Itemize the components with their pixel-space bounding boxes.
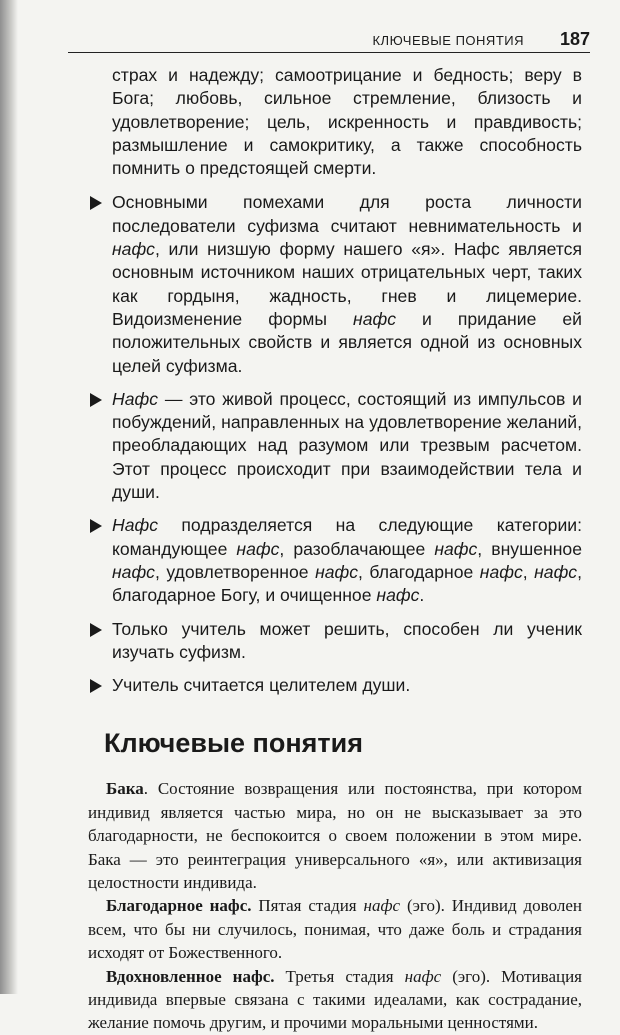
- page-header: [68, 28, 590, 53]
- running-head: КЛЮЧЕВЫЕ ПОНЯТИЯ: [372, 33, 524, 48]
- bullet-text: Основными помехами для роста личности последователи суфизма считают невнимательность и нафс, или низшую форму нашего «я». Нафс является основным источником наших отрицательных черт, таких как гордыня, жадность, гнев и лицемерие. Видоизменение формы нафс и придание ей положительных свойств и является одной из основных целей суфизма.: [112, 192, 582, 376]
- bullet-text: Только учитель может решить, способен ли ученик изучать суфизм.: [112, 618, 582, 662]
- glossary-term: Бака: [106, 779, 144, 799]
- glossary-term: Вдохновленное нафс.: [106, 966, 275, 986]
- bullet-item: [88, 674, 582, 697]
- glossary-term: Благодарное нафс.: [106, 896, 252, 916]
- page-number: 187: [559, 29, 590, 49]
- bullet-text: Учитель считается целителем души.: [112, 675, 411, 696]
- bullet-list: [88, 191, 582, 697]
- triangle-bullet-icon: [90, 623, 102, 637]
- bullet-text: Нафс — это живой процесс, состоящий из импульсов и побуждений, направленных на удовлетворение желаний, преобладающих над разумом или трезвым расчетом. Этот процесс происходит при взаимодействии тела и души.: [112, 388, 582, 503]
- triangle-bullet-icon: [90, 679, 102, 693]
- glossary: [88, 777, 582, 1034]
- glossary-entry: Благодарное нафс. Пятая стадия нафс (эго). Индивид доволен всем, что бы ни случилось, понимая, что даже боль и страдания исходят от Божественного.: [88, 896, 582, 963]
- triangle-bullet-icon: [90, 519, 102, 533]
- page-body: [88, 64, 582, 1035]
- triangle-bullet-icon: [90, 196, 102, 210]
- bullet-item: [88, 191, 582, 377]
- bullet-item: [88, 618, 582, 665]
- continued-paragraph: страх и надежду; самоотрицание и бедность; веру в Бога; любовь, сильное стремление, близость и удовлетворение; цель, искренность и правдивость; размышление и самокритику, а также способность помнить о предстоящей смерти.: [112, 65, 582, 179]
- bullet-text: Нафс подразделяется на следующие категории: командующее нафс, разоблачающее нафс, внушенное нафс, удовлетворенное нафс, благодарное нафс, нафс, благодарное Богу, и очищенное нафс.: [112, 515, 582, 606]
- page-binding-shadow: [0, 0, 18, 994]
- bullet-item: [88, 514, 582, 607]
- triangle-bullet-icon: [90, 393, 102, 407]
- glossary-entry: Бака. Состояние возвращения или постоянства, при котором индивид является частью мира, но он не высказывает за это благодарности, не беспокоится о своем положении в этом мире. Бака — это реинтеграция универсального «я», или активизация целостности индивида.: [88, 779, 582, 893]
- glossary-entry: Вдохновленное нафс. Третья стадия нафс (эго). Мотивация индивида впервые связана с такими идеалами, как сострадание, желание помочь другим, и прочими моральными ценностями.: [88, 966, 583, 1033]
- section-heading: Ключевые понятия: [104, 728, 363, 759]
- bullet-item: [88, 388, 582, 504]
